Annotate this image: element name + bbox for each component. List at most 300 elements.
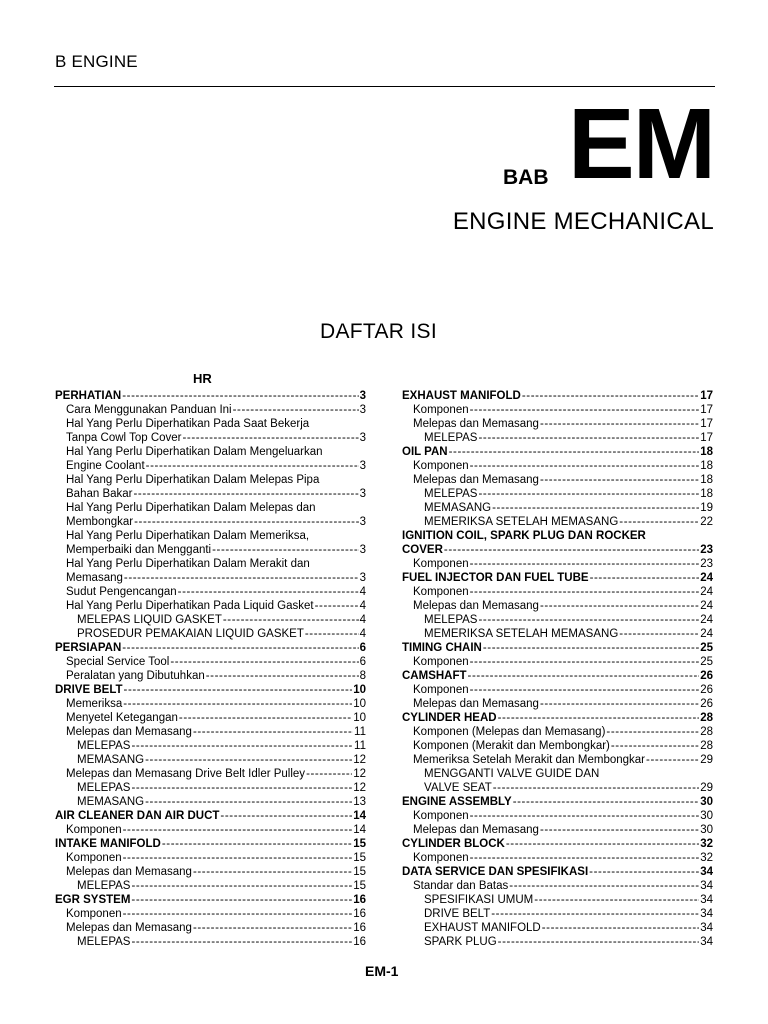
page-number: EM-1 <box>365 963 399 979</box>
chapter-bab-label: BAB <box>503 166 549 189</box>
toc-entry-title: Membongkar <box>66 516 134 528</box>
toc-entry <box>402 781 713 795</box>
toc-entry-title: OIL PAN <box>402 446 448 458</box>
toc-leader-dots <box>590 571 700 585</box>
toc-entry-title: DRIVE BELT <box>424 908 491 920</box>
toc-leader-dots <box>478 487 699 501</box>
toc-leader-dots <box>522 389 699 403</box>
toc-entry-title: Hal Yang Perlu Diperhatikan Dalam Merakit dan <box>66 558 310 570</box>
toc-entry <box>402 599 713 613</box>
toc-entry-page: 3 <box>359 572 366 584</box>
toc-leader-dots <box>506 837 699 851</box>
toc-group-label: HR <box>193 371 212 386</box>
chapter-code: EM <box>568 88 714 200</box>
toc-entry-title: PROSEDUR PEMAKAIAN LIQUID GASKET <box>77 628 304 640</box>
toc-leader-dots <box>124 571 359 585</box>
toc-entry-page: 34 <box>700 922 713 934</box>
toc-entry-page: 34 <box>700 880 713 892</box>
toc-entry <box>55 501 366 515</box>
toc-entry <box>55 445 366 459</box>
toc-entry-page: 13 <box>353 796 366 808</box>
toc-entry-title: Komponen <box>413 810 469 822</box>
toc-entry <box>402 879 713 893</box>
toc-leader-dots <box>131 935 352 949</box>
toc-leader-dots <box>170 655 358 669</box>
toc-entry <box>55 459 366 473</box>
toc-entry-title: SPESIFIKASI UMUM <box>424 894 534 906</box>
toc-entry-page: 24 <box>700 614 713 626</box>
toc-entry-page: 26 <box>700 670 713 682</box>
toc-entry-page: 19 <box>700 502 713 514</box>
toc-entry-title: CYLINDER BLOCK <box>402 838 505 850</box>
toc-entry <box>402 557 713 571</box>
toc-leader-dots <box>606 725 699 739</box>
toc-entry-page: 34 <box>700 908 713 920</box>
toc-entry <box>402 515 713 529</box>
toc-leader-dots <box>470 585 700 599</box>
toc-entry-page: 24 <box>700 628 713 640</box>
toc-entry-page: 23 <box>700 544 713 556</box>
toc-entry <box>402 431 713 445</box>
toc-entry <box>402 585 713 599</box>
toc-entry-title: Komponen <box>66 824 122 836</box>
toc-entry <box>402 655 713 669</box>
toc-entry-title: VALVE SEAT <box>424 782 492 794</box>
toc-entry-page: 14 <box>353 810 366 822</box>
toc-entry <box>55 711 366 725</box>
toc-entry-title: Melepas dan Memasang <box>413 474 539 486</box>
toc-leader-dots <box>193 921 352 935</box>
toc-entry-page: 32 <box>700 852 713 864</box>
toc-entry-title: MEMASANG <box>77 796 145 808</box>
toc-entry-page: 22 <box>700 516 713 528</box>
toc-entry-title: TIMING CHAIN <box>402 642 482 654</box>
toc-section-entry <box>55 641 366 655</box>
toc-column-right <box>402 389 713 949</box>
toc-entry <box>55 599 366 613</box>
toc-entry-page: 6 <box>359 642 366 654</box>
toc-entry-page: 24 <box>700 572 713 584</box>
toc-leader-dots <box>305 627 359 641</box>
toc-entry-title: MELEPAS <box>77 740 131 752</box>
toc-entry-title: SPARK PLUG <box>424 936 497 948</box>
toc-section-entry <box>402 669 713 683</box>
toc-section-entry <box>402 571 713 585</box>
toc-entry-title: FUEL INJECTOR DAN FUEL TUBE <box>402 572 589 584</box>
toc-leader-dots <box>212 543 358 557</box>
toc-entry-title: PERSIAPAN <box>55 642 122 654</box>
toc-leader-dots <box>646 753 699 767</box>
toc-entry-page: 3 <box>359 390 366 402</box>
toc-entry-title: Special Service Tool <box>66 656 170 668</box>
toc-title: DAFTAR ISI <box>320 320 437 343</box>
toc-entry-title: Hal Yang Perlu Diperhatikan Dalam Mengeluarkan <box>66 446 323 458</box>
toc-entry <box>55 823 366 837</box>
toc-section-entry <box>402 865 713 879</box>
toc-entry-page: 3 <box>359 460 366 472</box>
toc-entry <box>402 935 713 949</box>
toc-entry <box>402 753 713 767</box>
toc-entry-title: MEMERIKSA SETELAH MEMASANG <box>424 628 619 640</box>
toc-entry-title: Komponen (Merakit dan Membongkar) <box>413 740 610 752</box>
toc-entry-page: 26 <box>700 684 713 696</box>
toc-entry <box>402 501 713 515</box>
toc-leader-dots <box>145 753 352 767</box>
toc-entry <box>402 459 713 473</box>
toc-entry-page: 16 <box>353 936 366 948</box>
toc-leader-dots <box>534 893 699 907</box>
toc-entry-title: Melepas dan Memasang <box>413 600 539 612</box>
toc-entry <box>55 669 366 683</box>
toc-leader-dots <box>449 445 700 459</box>
toc-leader-dots <box>468 669 700 683</box>
toc-entry-page: 24 <box>700 586 713 598</box>
toc-entry-page: 18 <box>700 488 713 500</box>
toc-entry <box>402 473 713 487</box>
toc-entry-title: INTAKE MANIFOLD <box>55 838 161 850</box>
toc-section-entry <box>402 641 713 655</box>
toc-entry-page: 14 <box>353 824 366 836</box>
toc-section-entry <box>55 837 366 851</box>
toc-leader-dots <box>315 599 359 613</box>
toc-leader-dots <box>498 935 700 949</box>
toc-entry-title: COVER <box>402 544 443 556</box>
toc-entry <box>402 683 713 697</box>
toc-entry-title: Komponen <box>413 684 469 696</box>
toc-entry <box>55 557 366 571</box>
toc-entry-page: 3 <box>359 432 366 444</box>
toc-entry-title: Melepas dan Memasang <box>66 726 192 738</box>
toc-entry-page: 17 <box>700 404 713 416</box>
toc-entry-title: MELEPAS <box>77 782 131 794</box>
toc-leader-dots <box>478 613 699 627</box>
toc-entry-page: 28 <box>700 740 713 752</box>
toc-leader-dots <box>498 711 700 725</box>
toc-entry <box>402 823 713 837</box>
toc-entry-page: 17 <box>700 418 713 430</box>
toc-entry-title: MEMASANG <box>77 754 145 766</box>
toc-leader-dots <box>123 697 352 711</box>
toc-section-entry <box>55 389 366 403</box>
toc-entry <box>55 585 366 599</box>
toc-entry-page: 10 <box>353 698 366 710</box>
toc-entry-title: Komponen <box>413 852 469 864</box>
toc-entry <box>55 627 366 641</box>
toc-entry-title: CAMSHAFT <box>402 670 467 682</box>
toc-leader-dots <box>470 851 700 865</box>
toc-entry <box>55 753 366 767</box>
toc-leader-dots <box>509 879 699 893</box>
toc-entry-title: MELEPAS LIQUID GASKET <box>77 614 222 626</box>
toc-entry-title: Melepas dan Memasang <box>66 922 192 934</box>
toc-section-entry <box>55 683 366 697</box>
toc-entry <box>402 739 713 753</box>
toc-entry-page: 18 <box>700 460 713 472</box>
toc-entry <box>402 417 713 431</box>
toc-entry-page: 24 <box>700 600 713 612</box>
toc-leader-dots <box>470 459 700 473</box>
toc-entry-page: 29 <box>700 782 713 794</box>
toc-entry <box>55 529 366 543</box>
toc-entry <box>402 921 713 935</box>
toc-section-entry <box>402 711 713 725</box>
toc-entry-page: 17 <box>700 432 713 444</box>
toc-entry-page: 15 <box>353 852 366 864</box>
toc-entry-page: 4 <box>359 600 366 612</box>
toc-entry <box>402 697 713 711</box>
toc-leader-dots <box>233 403 359 417</box>
toc-leader-dots <box>131 739 353 753</box>
toc-entry-page: 17 <box>700 390 713 402</box>
toc-entry <box>55 851 366 865</box>
toc-entry-title: Melepas dan Memasang <box>66 866 192 878</box>
toc-entry-page: 30 <box>700 810 713 822</box>
toc-entry-title: Bahan Bakar <box>66 488 133 500</box>
toc-entry-page: 12 <box>353 782 366 794</box>
toc-entry-page: 16 <box>353 894 366 906</box>
toc-entry <box>55 417 366 431</box>
toc-entry-title: Engine Coolant <box>66 460 145 472</box>
toc-section-entry <box>402 837 713 851</box>
toc-section-entry <box>402 795 713 809</box>
toc-entry-page: 8 <box>359 670 366 682</box>
toc-entry <box>402 851 713 865</box>
toc-leader-dots <box>220 809 352 823</box>
toc-entry-page: 34 <box>700 866 713 878</box>
toc-entry-title: MELEPAS <box>77 936 131 948</box>
toc-entry-title: Melepas dan Memasang Drive Belt Idler Pulley <box>66 768 306 780</box>
toc-leader-dots <box>470 655 700 669</box>
toc-leader-dots <box>123 851 353 865</box>
toc-entry-title: EXHAUST MANIFOLD <box>402 390 521 402</box>
toc-entry-title: EGR SYSTEM <box>55 894 131 906</box>
toc-entry-title: MEMERIKSA SETELAH MEMASANG <box>424 516 619 528</box>
toc-entry-title: Tanpa Cowl Top Cover <box>66 432 182 444</box>
toc-entry <box>55 935 366 949</box>
toc-leader-dots <box>134 515 358 529</box>
toc-leader-dots <box>193 865 352 879</box>
toc-leader-dots <box>145 795 352 809</box>
toc-entry <box>55 543 366 557</box>
toc-entry-title: MENGGANTI VALVE GUIDE DAN <box>424 768 600 780</box>
toc-entry-page: 32 <box>700 838 713 850</box>
toc-entry <box>55 515 366 529</box>
toc-entry-title: Memperbaiki dan Mengganti <box>66 544 212 556</box>
toc-entry-page: 4 <box>359 614 366 626</box>
toc-entry-title: IGNITION COIL, SPARK PLUG DAN ROCKER <box>402 530 646 542</box>
toc-entry-title: MELEPAS <box>424 614 478 626</box>
toc-leader-dots <box>540 473 699 487</box>
toc-entry-title: DRIVE BELT <box>55 684 123 696</box>
toc-entry-title: Sudut Pengencangan <box>66 586 177 598</box>
toc-leader-dots <box>131 879 352 893</box>
toc-entry-title: MEMASANG <box>424 502 492 514</box>
toc-entry-page: 25 <box>700 656 713 668</box>
toc-leader-dots <box>513 795 700 809</box>
toc-entry <box>402 725 713 739</box>
toc-leader-dots <box>470 403 700 417</box>
toc-leader-dots <box>483 641 699 655</box>
toc-leader-dots <box>123 823 353 837</box>
toc-entry-page: 29 <box>700 754 713 766</box>
toc-leader-dots <box>183 431 359 445</box>
toc-entry <box>55 865 366 879</box>
toc-leader-dots <box>122 389 358 403</box>
toc-section-entry <box>402 529 713 543</box>
toc-leader-dots <box>178 585 359 599</box>
toc-entry-page: 3 <box>359 488 366 500</box>
toc-leader-dots <box>193 725 353 739</box>
toc-entry-title: Memasang <box>66 572 123 584</box>
toc-entry <box>55 921 366 935</box>
toc-entry <box>402 627 713 641</box>
toc-entry-title: Melepas dan Memasang <box>413 824 539 836</box>
toc-leader-dots <box>122 641 358 655</box>
toc-entry-title: Memeriksa <box>66 698 123 710</box>
toc-leader-dots <box>540 823 699 837</box>
toc-leader-dots <box>470 683 700 697</box>
toc-leader-dots <box>492 501 699 515</box>
toc-entry <box>55 739 366 753</box>
toc-leader-dots <box>619 515 699 529</box>
toc-entry-page: 10 <box>353 712 366 724</box>
toc-entry-page: 4 <box>359 628 366 640</box>
toc-entry <box>55 795 366 809</box>
toc-leader-dots <box>146 459 359 473</box>
toc-entry-page: 15 <box>353 838 366 850</box>
toc-entry-title: Hal Yang Perlu Diperhatikan Pada Liquid Gasket <box>66 600 314 612</box>
toc-entry-page: 15 <box>353 880 366 892</box>
toc-entry-page: 12 <box>353 754 366 766</box>
toc-entry-page: 18 <box>700 446 713 458</box>
toc-entry <box>55 431 366 445</box>
chapter-title: ENGINE MECHANICAL <box>452 208 714 235</box>
toc-entry <box>55 487 366 501</box>
toc-entry-title: Menyetel Ketegangan <box>66 712 178 724</box>
toc-entry <box>55 697 366 711</box>
toc-leader-dots <box>542 921 699 935</box>
toc-entry-title: Cara Menggunakan Panduan Ini <box>66 404 232 416</box>
toc-section-entry <box>402 543 713 557</box>
toc-entry-page: 3 <box>359 544 366 556</box>
toc-entry-title: Komponen (Melepas dan Memasang) <box>413 726 606 738</box>
toc-entry-page: 3 <box>359 404 366 416</box>
toc-entry-page: 28 <box>700 726 713 738</box>
toc-entry-page: 28 <box>700 712 713 724</box>
toc-entry-title: Hal Yang Perlu Diperhatikan Pada Saat Bekerja <box>66 418 310 430</box>
toc-entry-title: PERHATIAN <box>55 390 122 402</box>
toc-leader-dots <box>540 697 699 711</box>
toc-leader-dots <box>478 431 699 445</box>
toc-leader-dots <box>134 487 359 501</box>
toc-entry-page: 34 <box>700 936 713 948</box>
toc-entry-title: EXHAUST MANIFOLD <box>424 922 541 934</box>
toc-entry-page: 4 <box>359 586 366 598</box>
toc-leader-dots <box>540 417 699 431</box>
toc-entry <box>55 879 366 893</box>
toc-entry <box>402 767 713 781</box>
toc-entry-title: AIR CLEANER DAN AIR DUCT <box>55 810 220 822</box>
toc-leader-dots <box>131 893 352 907</box>
toc-leader-dots <box>306 767 352 781</box>
toc-entry-title: Melepas dan Memasang <box>413 698 539 710</box>
toc-section-entry <box>55 809 366 823</box>
toc-leader-dots <box>444 543 699 557</box>
toc-leader-dots <box>493 781 699 795</box>
toc-column-left <box>55 389 366 949</box>
toc-entry-title: MELEPAS <box>424 432 478 444</box>
toc-entry-title: Melepas dan Memasang <box>413 418 539 430</box>
toc-entry <box>55 781 366 795</box>
toc-entry <box>55 907 366 921</box>
toc-entry <box>55 767 366 781</box>
header-rule <box>54 86 715 87</box>
toc-entry-title: Hal Yang Perlu Diperhatikan Dalam Melepas Pipa <box>66 474 320 486</box>
toc-entry-page: 25 <box>700 642 713 654</box>
toc-entry <box>402 893 713 907</box>
toc-entry-page: 16 <box>353 908 366 920</box>
toc-leader-dots <box>540 599 699 613</box>
toc-entry <box>402 613 713 627</box>
toc-leader-dots <box>470 557 700 571</box>
toc-entry-title: MELEPAS <box>424 488 478 500</box>
toc-leader-dots <box>470 809 700 823</box>
toc-entry <box>55 655 366 669</box>
toc-entry-page: 16 <box>353 922 366 934</box>
toc-section-entry <box>402 389 713 403</box>
section-header: B ENGINE <box>55 52 138 71</box>
toc-entry-page: 6 <box>359 656 366 668</box>
toc-leader-dots <box>611 739 699 753</box>
toc-entry-title: Hal Yang Perlu Diperhatikan Dalam Memeriksa, <box>66 530 310 542</box>
toc-leader-dots <box>491 907 699 921</box>
toc-entry <box>402 907 713 921</box>
toc-entry-title: Peralatan yang Dibutuhkan <box>66 670 205 682</box>
toc-entry-title: Komponen <box>413 558 469 570</box>
toc-entry-page: 34 <box>700 894 713 906</box>
toc-entry-title: Komponen <box>413 656 469 668</box>
toc-entry-title: Komponen <box>66 908 122 920</box>
toc-entry-title: Komponen <box>413 404 469 416</box>
toc-entry-page: 30 <box>700 824 713 836</box>
toc-entry-title: Komponen <box>413 460 469 472</box>
toc-entry-page: 18 <box>700 474 713 486</box>
toc-entry <box>402 403 713 417</box>
toc-entry <box>55 725 366 739</box>
toc-leader-dots <box>162 837 352 851</box>
toc-entry-title: MELEPAS <box>77 880 131 892</box>
toc-entry-page: 15 <box>353 866 366 878</box>
toc-leader-dots <box>223 613 359 627</box>
toc-entry <box>55 571 366 585</box>
toc-entry <box>402 809 713 823</box>
toc-leader-dots <box>619 627 699 641</box>
toc-entry <box>55 403 366 417</box>
toc-entry-page: 23 <box>700 558 713 570</box>
toc-entry <box>402 487 713 501</box>
toc-entry-title: ENGINE ASSEMBLY <box>402 796 512 808</box>
toc-leader-dots <box>206 669 359 683</box>
toc-entry-title: Hal Yang Perlu Diperhatikan Dalam Melepas dan <box>66 502 316 514</box>
toc-leader-dots <box>131 781 352 795</box>
toc-entry-title: Standar dan Batas <box>413 880 509 892</box>
toc-entry <box>55 613 366 627</box>
toc-entry-title: Komponen <box>66 852 122 864</box>
toc-entry-page: 11 <box>354 740 366 752</box>
toc-entry-page: 30 <box>700 796 713 808</box>
toc-entry-page: 12 <box>353 768 366 780</box>
toc-entry-title: Komponen <box>413 586 469 598</box>
